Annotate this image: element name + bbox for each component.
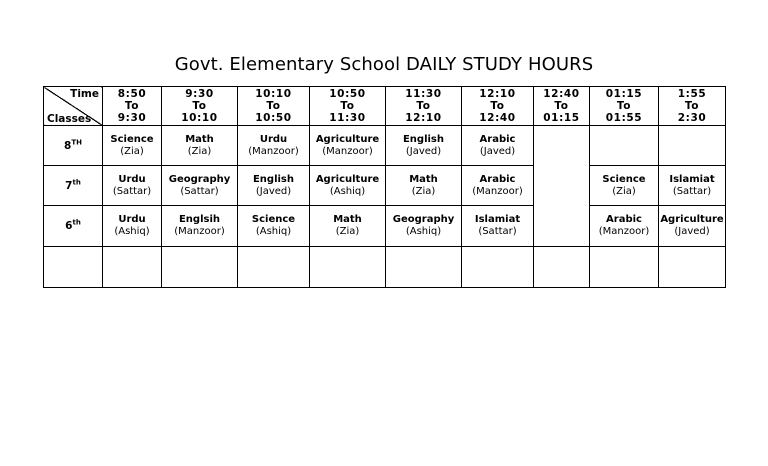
period-to: To: [616, 100, 632, 112]
empty-cell: [103, 247, 162, 288]
period-end: 01:55: [605, 112, 643, 124]
period-start: 12:40: [543, 88, 580, 100]
schedule-cell: [462, 166, 534, 206]
class-row: [44, 126, 726, 166]
empty-cell: [590, 247, 659, 288]
teacher: (Zia): [612, 185, 636, 197]
period-end: 9:30: [117, 112, 147, 124]
period-header: [659, 87, 726, 126]
teacher: (Ashiq): [405, 226, 442, 237]
subject: Arabic: [479, 133, 516, 145]
period-start: 12:10: [479, 88, 516, 100]
break-cell: [534, 126, 590, 247]
period-to: To: [416, 100, 431, 112]
subject: Geography: [168, 173, 231, 185]
teacher: (Ashiq): [255, 226, 292, 237]
period-start: 8:50: [117, 88, 147, 100]
subject: Islamiat: [474, 214, 521, 225]
teacher: (Manzoor): [598, 226, 650, 237]
subject: Urdu: [118, 214, 146, 225]
period-to: To: [554, 100, 569, 112]
teacher: (Javed): [405, 145, 442, 157]
class-suffix: th: [72, 178, 81, 186]
period-start: 1:55: [677, 88, 707, 100]
header-row: [44, 87, 726, 126]
subject: Agriculture: [660, 214, 724, 225]
period-header: [590, 87, 659, 126]
period-start: 01:15: [605, 88, 643, 100]
period-header: [310, 87, 386, 126]
teacher: (Manzoor): [322, 145, 373, 157]
class-suffix: TH: [71, 138, 82, 146]
period-end: 10:50: [255, 112, 292, 124]
period-header: [238, 87, 310, 126]
subject: Arabic: [606, 214, 642, 225]
schedule-cell: [590, 206, 659, 247]
subject: Islamiat: [669, 173, 715, 185]
subject: Science: [251, 214, 296, 225]
empty-row: [44, 247, 726, 288]
subject: Agriculture: [315, 133, 380, 145]
period-header: [162, 87, 238, 126]
subject: Math: [333, 214, 362, 225]
teacher: (Zia): [411, 185, 436, 197]
period-to: To: [192, 100, 207, 112]
empty-cell: [238, 247, 310, 288]
schedule-cell: [462, 206, 534, 247]
period-end: 10:10: [181, 112, 218, 124]
subject: Science: [602, 173, 646, 185]
schedule-cell: [386, 166, 462, 206]
teacher: (Zia): [187, 145, 212, 157]
timetable: [43, 86, 726, 288]
period-to: To: [684, 100, 700, 112]
empty-cell: [162, 247, 238, 288]
period-start: 10:50: [329, 88, 366, 100]
period-header: [462, 87, 534, 126]
class-cell: [44, 166, 103, 206]
teacher: (Zia): [120, 145, 144, 157]
teacher: (Manzoor): [248, 145, 299, 157]
schedule-cell: [238, 126, 310, 166]
period-start: 10:10: [255, 88, 292, 100]
schedule-cell: [659, 126, 726, 166]
page-title: Govt. Elementary School DAILY STUDY HOURS: [174, 54, 594, 75]
subject: Urdu: [259, 133, 288, 145]
subject: Science: [110, 133, 154, 145]
period-to: To: [266, 100, 281, 112]
schedule-cell: [310, 206, 386, 247]
subject: Geography: [392, 214, 455, 225]
class-number: 6: [65, 220, 73, 232]
teacher: (Ashiq): [114, 226, 150, 237]
teacher: (Manzoor): [174, 226, 225, 237]
teacher: (Javed): [674, 226, 710, 237]
period-to: To: [340, 100, 355, 112]
schedule-cell: [659, 166, 726, 206]
schedule-cell: [386, 126, 462, 166]
class-row: [44, 166, 726, 206]
subject: Agriculture: [315, 173, 380, 185]
subject: Arabic: [479, 173, 516, 185]
schedule-cell: [590, 126, 659, 166]
period-end: 12:40: [479, 112, 516, 124]
schedule-cell: [238, 166, 310, 206]
schedule-cell: [162, 166, 238, 206]
empty-cell: [310, 247, 386, 288]
corner-cell: [44, 87, 103, 126]
schedule-cell: [386, 206, 462, 247]
teacher: (Javed): [479, 145, 516, 157]
teacher: (Javed): [255, 185, 292, 197]
subject: Math: [409, 173, 438, 185]
time-label: Time: [70, 88, 99, 100]
subject: English: [252, 173, 295, 185]
teacher: (Manzoor): [472, 185, 523, 197]
period-to: To: [490, 100, 505, 112]
period-header: [103, 87, 162, 126]
schedule-cell: [659, 206, 726, 247]
class-cell: [44, 206, 103, 247]
schedule-cell: [162, 126, 238, 166]
period-header: [386, 87, 462, 126]
schedule-cell: [310, 126, 386, 166]
period-to: To: [124, 100, 140, 112]
period-start: 9:30: [185, 88, 214, 100]
period-end: 11:30: [329, 112, 366, 124]
classes-label: Classes: [47, 113, 92, 125]
schedule-cell: [103, 166, 162, 206]
schedule-cell: [238, 206, 310, 247]
class-row: [44, 206, 726, 247]
period-end: 12:10: [405, 112, 442, 124]
teacher: (Ashiq): [329, 185, 366, 197]
teacher: (Zia): [335, 226, 360, 237]
period-end: 01:15: [543, 112, 580, 124]
empty-cell: [462, 247, 534, 288]
schedule-cell: [162, 206, 238, 247]
schedule-cell: [103, 126, 162, 166]
subject: Urdu: [118, 173, 146, 185]
schedule-cell: [103, 206, 162, 247]
teacher: (Sattar): [478, 226, 517, 237]
schedule-cell: [462, 126, 534, 166]
empty-cell: [386, 247, 462, 288]
subject: Math: [185, 133, 214, 145]
empty-cell: [44, 247, 103, 288]
period-start: 11:30: [405, 88, 442, 100]
schedule-cell: [310, 166, 386, 206]
schedule-cell: [590, 166, 659, 206]
class-number: 7: [65, 179, 73, 192]
subject: English: [402, 133, 445, 145]
class-cell: [44, 126, 103, 166]
subject: Englsih: [178, 214, 221, 225]
period-end: 2:30: [677, 112, 707, 124]
empty-cell: [534, 247, 590, 288]
class-number: 8: [64, 139, 72, 152]
class-suffix: th: [72, 218, 81, 227]
empty-cell: [659, 247, 726, 288]
teacher: (Sattar): [672, 185, 712, 197]
teacher: (Sattar): [180, 185, 219, 197]
teacher: (Sattar): [112, 185, 152, 197]
period-header: [534, 87, 590, 126]
